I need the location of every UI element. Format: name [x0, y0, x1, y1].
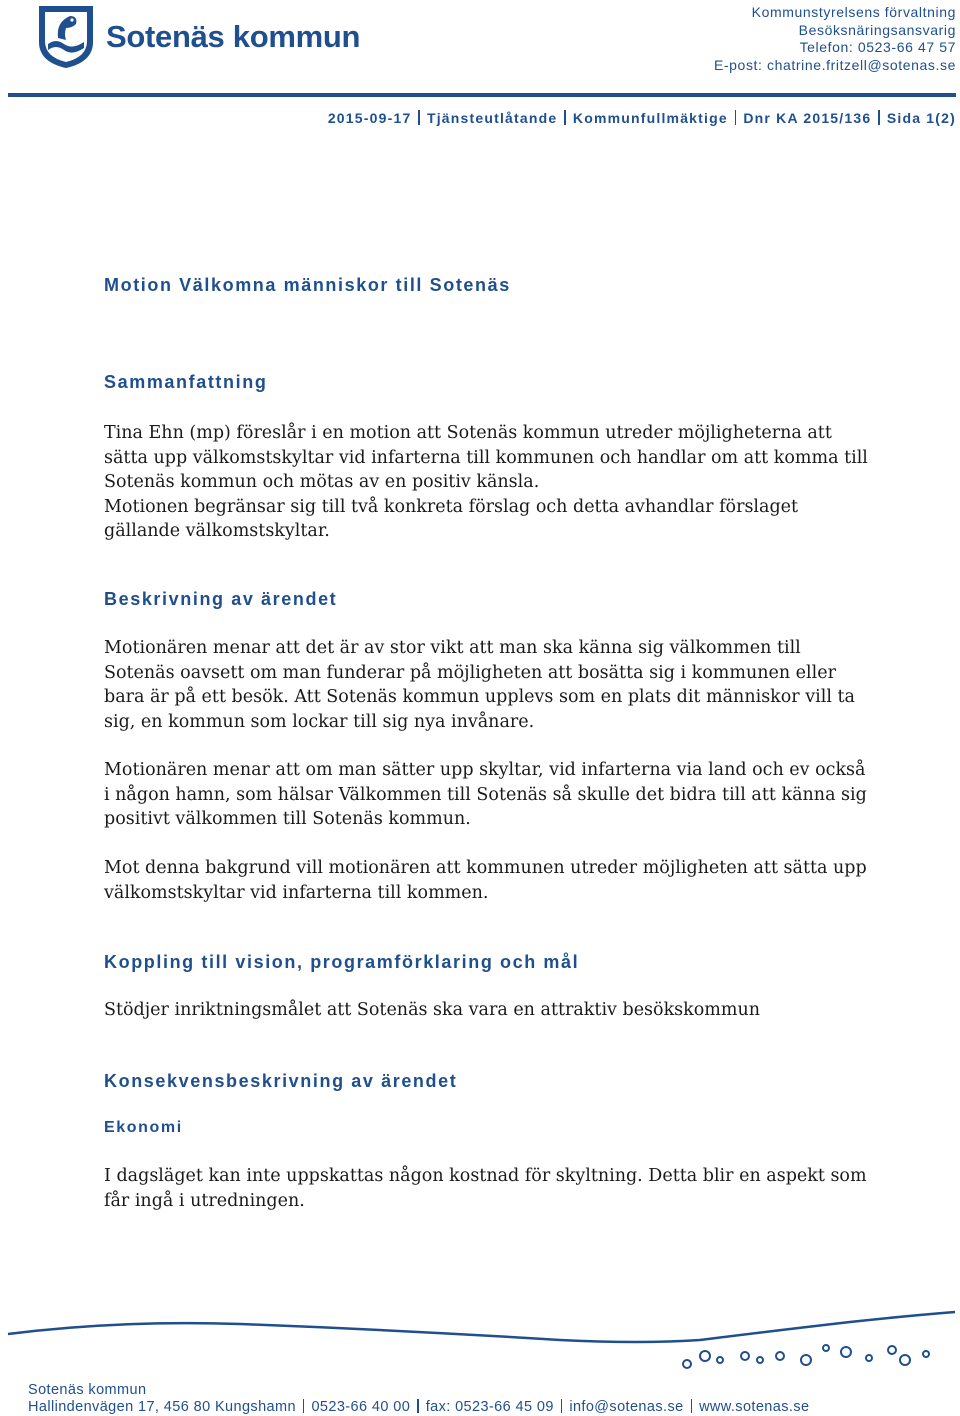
footer-separator — [417, 1399, 419, 1413]
meta-separator — [564, 110, 566, 125]
meta-separator — [878, 110, 880, 125]
document-meta-line — [0, 110, 956, 126]
beskrivning-paragraph-2: Motionären menar att om man sätter upp skyltar, vid infarterna via land och ev också i någon hamn, som hälsar Välkommen till Sotenäs så skulle det bidra till att känna sig positivt välkommen till Sotenäs kommun. — [104, 760, 867, 829]
koppling-paragraph: Stödjer inriktningsmålet att Sotenäs ska vara en attraktiv besökskommun — [104, 1000, 761, 1020]
footer-contact-line — [28, 1399, 809, 1415]
sender-info — [714, 4, 956, 74]
footer-organization-name: Sotenäs kommun — [28, 1382, 147, 1398]
footer-separator — [561, 1399, 563, 1413]
municipal-crest-icon — [36, 4, 96, 70]
footer-address: Hallindenvägen 17, 456 80 Kungshamn — [28, 1399, 296, 1415]
footer-separator — [691, 1399, 693, 1413]
logo-wordmark: Sotenäs kommun — [106, 19, 361, 54]
beskrivning-paragraph-1: Motionären menar att det är av stor vikt att man ska känna sig välkommen till Sotenäs oavsett om man funderar på möjligheten att bosätta sig i kommunen eller bara är på ett besök. Att Sotenäs kommun upplevs som en plats dit människor vill ta sig, en kommun som lockar till sig nya invånare. — [104, 638, 855, 732]
sender-email: E-post: chatrine.fritzell@sotenas.se — [713, 56, 956, 73]
header-divider — [8, 93, 956, 97]
footer-separator — [303, 1399, 305, 1413]
footer-wave-bubbles-decoration — [0, 1310, 960, 1370]
section-heading-konsekvens: Konsekvensbeskrivning av ärendet — [104, 1071, 458, 1091]
meta-doc-type: Tjänsteutlåtande — [426, 110, 558, 126]
meta-separator — [735, 110, 737, 125]
sender-phone: Telefon: 0523-66 47 57 — [799, 39, 956, 55]
section-heading-koppling: Koppling till vision, programförklaring och mål — [104, 952, 580, 972]
meta-date: 2015-09-17 — [327, 110, 412, 126]
sender-role: Besöksnäringsansvarig — [798, 21, 956, 38]
section-heading-beskrivning: Beskrivning av ärendet — [104, 589, 338, 609]
ekonomi-paragraph: I dagsläget kan inte uppskattas någon kostnad för skyltning. Detta blir en aspekt som får ingå i utredningen. — [104, 1166, 867, 1211]
meta-dnr: Dnr KA 2015/136 — [743, 110, 872, 126]
meta-recipient: Kommunfullmäktige — [572, 110, 728, 126]
sotenas-logo — [36, 4, 376, 70]
footer-phone: 0523-66 40 00 — [311, 1399, 411, 1415]
beskrivning-paragraph-3: Mot denna bakgrund vill motionären att kommunen utreder möjligheten att sätta upp välkomstskyltar vid infarterna till kommen. — [104, 858, 867, 903]
sammanfattning-paragraph-1: Tina Ehn (mp) föreslår i en motion att Sotenäs kommun utreder möjligheterna att sätta upp välkomstskyltar vid infarterna till kommunen och handlar om att komma till Sotenäs kommun och mötas av en positiv känsla. — [104, 423, 868, 492]
sender-department: Kommunstyrelsens förvaltning — [751, 4, 956, 20]
section-heading-sammanfattning: Sammanfattning — [104, 372, 268, 392]
footer-email-link[interactable]: info@sotenas.se — [569, 1399, 684, 1415]
meta-page: Sida 1(2) — [886, 110, 956, 126]
document-title: Motion Välkomna människor till Sotenäs — [104, 275, 511, 295]
footer-website-link[interactable]: www.sotenas.se — [699, 1399, 810, 1415]
subheading-ekonomi: Ekonomi — [104, 1119, 183, 1136]
meta-separator — [418, 110, 420, 125]
footer-fax: fax: 0523-66 45 09 — [425, 1399, 554, 1415]
sammanfattning-paragraph-2: Motionen begränsar sig till två konkreta förslag och detta avhandlar förslaget gällande välkomstskyltar. — [104, 496, 799, 541]
